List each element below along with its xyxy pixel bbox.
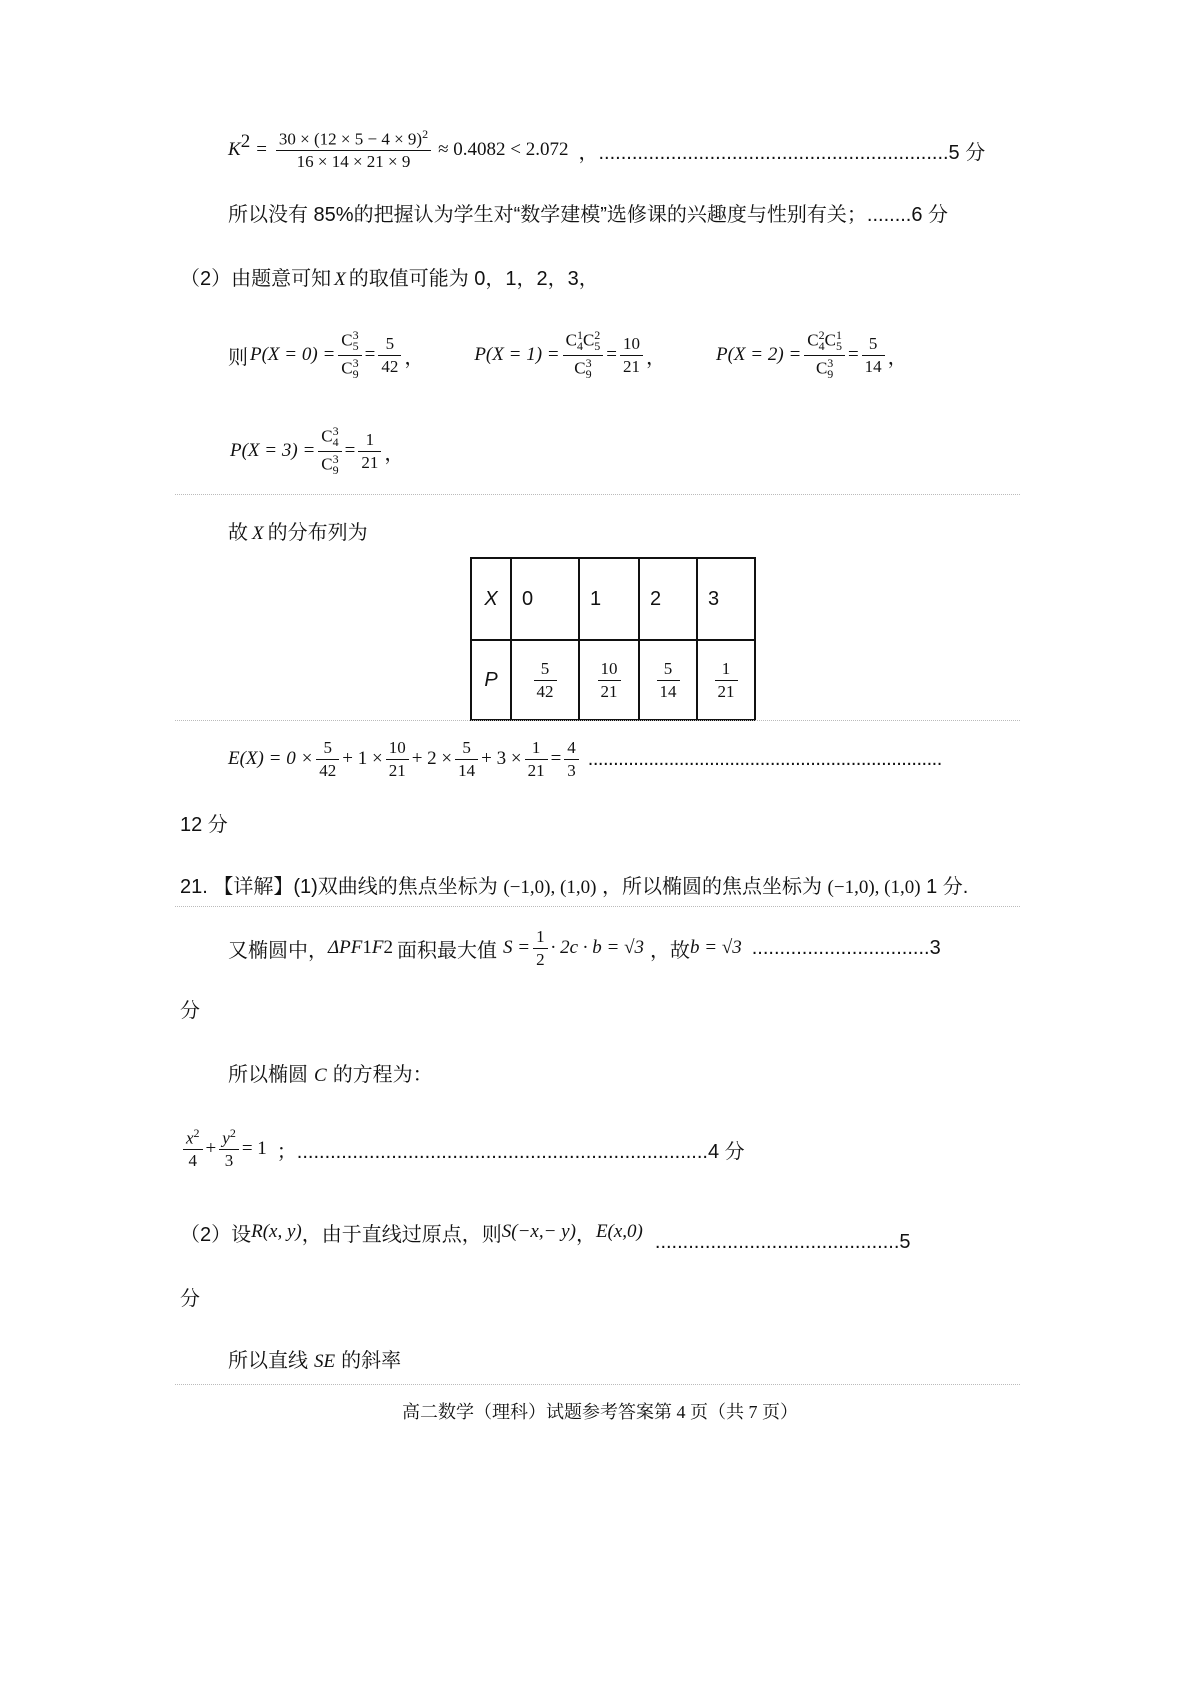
table-row-p	[471, 640, 755, 720]
distribution-table	[470, 557, 756, 721]
k2-formula-line	[228, 120, 985, 180]
p2-num-c2-sub: 5	[835, 339, 842, 354]
q21-sub-2: 2	[383, 937, 393, 958]
p0-table-num: 5	[534, 658, 557, 680]
part2-intro-line	[180, 262, 599, 291]
exp-op-3: + 3 ×	[481, 748, 522, 769]
page-footer: 高二数学（理科）试题参考答案第 4 页（共 7 页）	[402, 1402, 798, 1422]
p2-num-c1: C	[807, 331, 819, 351]
ellipse-x-sup: 2	[193, 1126, 200, 1141]
p0-num-sup: 3	[352, 328, 359, 343]
p0-num-c: C	[341, 331, 353, 351]
q21-s-eq: S =	[502, 937, 531, 958]
p1-table-den: 21	[600, 681, 618, 701]
q21-line2-dots: ................................3	[751, 936, 941, 959]
p2-table-den: 14	[659, 681, 677, 701]
k2-numerator-exp: 2	[422, 127, 429, 142]
p0-value-fraction	[378, 333, 401, 377]
p1-num-c1-sub: 4	[576, 339, 583, 354]
ellipse-plus: +	[205, 1138, 217, 1159]
exp-t0-den: 42	[319, 760, 337, 780]
k2-numerator: 30 × (12 × 5 − 4 × 9)	[278, 130, 423, 150]
q21-line1-prefix: 21. 【详解】(1)双曲线的焦点坐标为	[180, 876, 498, 898]
p1-table-num: 10	[598, 658, 621, 680]
conclusion-line: 所以没有 85%的把握认为学生对“数学建模”选修课的兴趣度与性别有关；........6 分	[228, 204, 949, 226]
p2-num-c2: C	[824, 331, 836, 351]
p0-comb-fraction	[338, 328, 361, 381]
p3-den-sup: 3	[332, 451, 339, 466]
p2-table-num: 5	[657, 658, 680, 680]
table-header-x	[471, 558, 511, 640]
p0-den-sup: 3	[352, 355, 359, 370]
k2-fraction	[276, 127, 431, 172]
q21-half-num: 1	[533, 926, 548, 948]
q21-sub-1: 1	[362, 937, 372, 958]
dist-label-var: X	[252, 523, 264, 544]
q21-part2-line	[180, 1212, 911, 1252]
q21-line3-prefix: 所以椭圆	[228, 1064, 308, 1086]
p2-comma: ，	[887, 346, 908, 369]
q21-triangle: ΔPF	[328, 937, 363, 958]
exp-eq: =	[550, 748, 562, 769]
p0-num-sub: 5	[352, 339, 359, 354]
q21-f2: F	[371, 937, 384, 958]
q21-foci-hyperbola: (−1,0), (1,0)	[503, 877, 597, 898]
p-value-2	[657, 658, 680, 702]
part2-intro-suffix: 的取值可能为 0，1，2，3，	[348, 268, 599, 290]
table-cell-p0	[511, 640, 579, 720]
prob-row-2	[230, 418, 404, 484]
p2-value-fraction	[862, 333, 885, 377]
ellipse-y-sup: 2	[229, 1126, 236, 1141]
ellipse-y-den: 3	[224, 1151, 234, 1171]
p1-comb-fraction	[563, 328, 604, 381]
q21-line3-suffix: 的方程为：	[332, 1064, 433, 1086]
p1-eq: =	[606, 344, 617, 365]
exp-dots: ......................................................................	[587, 747, 942, 770]
p1-num-c1: C	[565, 331, 577, 351]
q21-half-fraction	[533, 926, 548, 970]
p0-value-den: 42	[381, 356, 399, 376]
p3-num-c: C	[321, 427, 333, 447]
dist-label-prefix: 故	[228, 522, 248, 544]
p0-lhs: P(X = 0) =	[250, 344, 336, 365]
part2-intro-prefix: （2）由题意可知	[180, 268, 332, 290]
p2-lhs: P(X = 2) =	[716, 344, 802, 365]
p1-num-c2-sup: 2	[594, 328, 601, 343]
p1-num-c2: C	[582, 331, 595, 351]
p2-eq: =	[847, 344, 859, 365]
p3-table-num: 1	[715, 658, 738, 680]
q21-part2-prefix: （2）设	[180, 1223, 252, 1246]
q21-line2-mid: 面积最大值	[396, 939, 497, 962]
exp-t2-num: 5	[455, 737, 478, 759]
exp-term-1	[386, 737, 409, 781]
p0-value-num: 5	[378, 333, 401, 355]
x-value-2: 2	[650, 587, 662, 610]
p3-value-num: 1	[358, 429, 381, 451]
exp-term-0	[316, 737, 339, 781]
q21-line1-suffix: 1 分.	[926, 876, 969, 898]
expectation-lhs: E(X) = 0 ×	[228, 748, 314, 769]
q21-r-point: R(x, y)	[251, 1221, 302, 1242]
p2-den-c: C	[815, 358, 828, 378]
ellipse-tail: ；..........................................................................4 分	[276, 1140, 745, 1163]
prob-ze: 则	[228, 346, 248, 369]
q21-line2-prefix: 又椭圆中，	[228, 939, 328, 962]
q21-slope-suffix: 的斜率	[341, 1350, 402, 1372]
q21-part2-mid: ，由于直线过原点，则	[301, 1223, 502, 1246]
table-cell-x1	[579, 558, 639, 640]
p2-den-sup: 3	[827, 355, 834, 370]
separator-dotted-4	[175, 1384, 1020, 1385]
table-cell-x2	[639, 558, 697, 640]
k2-result: ≈ 0.4082 < 2.072	[438, 139, 569, 160]
p3-comma: ，	[384, 442, 405, 465]
table-cell-x3	[697, 558, 755, 640]
p0-den-sub: 9	[352, 366, 359, 381]
exp-res-den: 3	[567, 760, 576, 780]
q21-score3-tail: 分	[180, 1000, 200, 1022]
p3-den-c: C	[321, 454, 333, 474]
q21-b-eq: b = √3	[690, 937, 742, 958]
p1-comma: ，	[646, 346, 666, 369]
separator-dotted-2	[175, 720, 1020, 721]
q21-line-2	[228, 916, 941, 980]
table-cell-p1	[579, 640, 639, 720]
q21-line-1	[180, 870, 968, 899]
x-value-3: 3	[708, 587, 720, 610]
q21-e-point: E(x,0)	[595, 1221, 643, 1242]
p1-lhs: P(X = 1) =	[474, 344, 560, 365]
x-value-0: 0	[522, 587, 534, 610]
p1-den-sup: 3	[585, 355, 592, 370]
ellipse-x-den: 4	[188, 1151, 198, 1171]
x-value-1: 1	[590, 587, 602, 610]
p3-num-sup: 3	[332, 424, 339, 439]
q21-slope-line	[228, 1344, 401, 1373]
p2-num-c2-sup: 1	[835, 328, 842, 343]
exp-t0-num: 5	[316, 737, 339, 759]
p-value-1	[598, 658, 621, 702]
ellipse-y-term	[219, 1126, 239, 1171]
separator-dotted-1	[175, 494, 1020, 495]
q21-line1-mid: ，所以椭圆的焦点坐标为	[601, 876, 822, 898]
p2-num-c1-sub: 4	[818, 339, 825, 354]
exp-t1-den: 21	[388, 760, 406, 780]
exp-res-num: 4	[564, 737, 579, 759]
x-header-label: X	[484, 587, 498, 610]
p2-den-sub: 9	[827, 366, 834, 381]
exp-t1-num: 10	[386, 737, 409, 759]
p1-num-c1-sup: 1	[576, 328, 583, 343]
p1-num-c2-sub: 5	[594, 339, 601, 354]
p-value-3	[715, 658, 738, 702]
table-header-p	[471, 640, 511, 720]
k2-symbol: K	[228, 139, 241, 160]
p3-den-sub: 9	[332, 462, 339, 477]
p-header-label: P	[484, 668, 498, 691]
exp-op-1: + 1 ×	[342, 748, 383, 769]
dist-label-line	[228, 516, 368, 545]
ellipse-x-var: x	[186, 1129, 194, 1149]
p1-den-sub: 9	[585, 366, 592, 381]
exp-result	[564, 737, 579, 781]
p0-den-c: C	[341, 358, 353, 378]
p1-value-den: 21	[623, 356, 640, 376]
p3-eq: =	[344, 440, 356, 461]
table-cell-p2	[639, 640, 697, 720]
exp-t2-den: 14	[458, 760, 476, 780]
p0-comma: ，	[404, 346, 425, 369]
dist-label-suffix: 的分布列为	[267, 522, 368, 544]
p0-table-den: 42	[536, 681, 554, 701]
ellipse-rhs: = 1	[241, 1138, 267, 1159]
ellipse-equation-line	[180, 1116, 745, 1182]
q21-slope-prefix: 所以直线	[228, 1350, 308, 1372]
p3-table-den: 21	[717, 681, 735, 701]
p2-value-num: 5	[862, 333, 885, 355]
ellipse-x-term	[183, 1126, 203, 1171]
p2-num-c1-sup: 2	[818, 328, 825, 343]
exp-term-2	[455, 737, 478, 781]
p1-den-c: C	[574, 358, 586, 378]
table-cell-x0	[511, 558, 579, 640]
q21-slope-var: SE	[314, 1351, 336, 1372]
prob-row-1	[228, 322, 908, 388]
q21-foci-ellipse: (−1,0), (1,0)	[827, 877, 921, 898]
k2-score-dots: ，...............................................................5 分	[578, 141, 986, 164]
k2-exponent: 2	[240, 131, 251, 152]
part2-intro-var: X	[334, 269, 346, 290]
p1-value-num: 10	[620, 333, 643, 355]
q21-score5-tail: 分	[180, 1288, 200, 1310]
q21-sep: ，	[575, 1223, 596, 1246]
exp-t3-num: 1	[525, 737, 548, 759]
p3-lhs: P(X = 3) =	[230, 440, 316, 461]
q21-half-den: 2	[536, 949, 545, 969]
q21-line2-gu: ，故	[650, 939, 690, 962]
p2-value-den: 14	[864, 356, 882, 376]
table-cell-p3	[697, 640, 755, 720]
p0-eq: =	[364, 344, 376, 365]
p1-value-fraction	[620, 333, 643, 377]
exp-op-2: + 2 ×	[411, 748, 453, 769]
p2-comb-fraction	[804, 328, 845, 381]
expectation-line	[228, 726, 942, 792]
k2-equals: =	[256, 139, 267, 160]
p3-num-sub: 4	[332, 435, 339, 450]
ellipse-y-var: y	[222, 1129, 230, 1149]
separator-dotted-3	[175, 906, 1020, 907]
p-value-0	[534, 658, 557, 702]
p3-comb-fraction	[318, 424, 341, 477]
q21-line-3	[228, 1058, 433, 1087]
p3-value-fraction	[358, 429, 381, 473]
expectation-score: 12 分	[180, 814, 228, 836]
table-row-x	[471, 558, 755, 640]
k2-denominator: 16 × 14 × 21 × 9	[296, 152, 411, 172]
q21-s-rest: · 2c · b = √3	[550, 937, 644, 958]
exp-t3-den: 21	[527, 760, 545, 780]
q21-line3-var: C	[314, 1065, 327, 1086]
q21-part2-dots: ............................................5	[654, 1230, 911, 1253]
p3-value-den: 21	[361, 452, 379, 472]
exp-term-3	[525, 737, 548, 781]
q21-s-point: S(−x,− y)	[501, 1221, 576, 1242]
